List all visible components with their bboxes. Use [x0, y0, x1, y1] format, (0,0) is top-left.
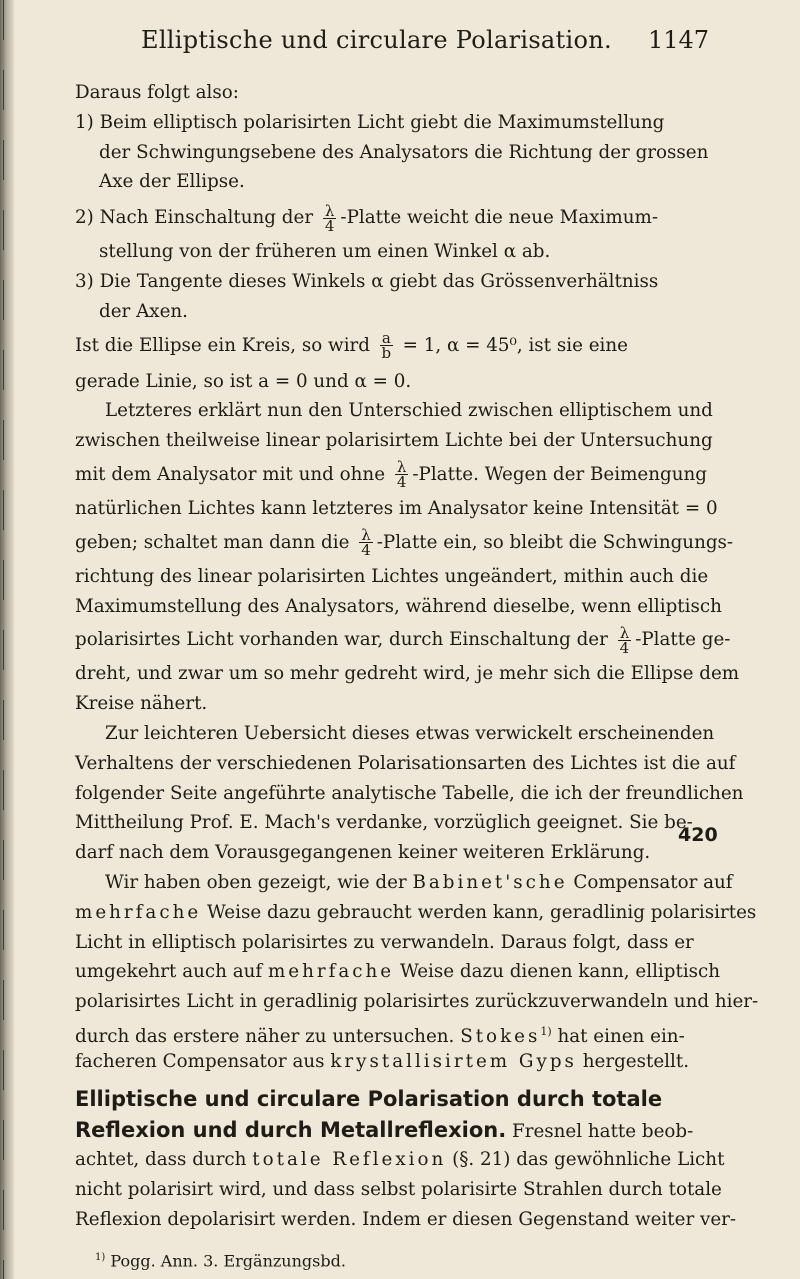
list-item-2-line: stellung von der früheren um einen Winkel α ab.	[99, 241, 551, 263]
paragraph-line: umgekehrt auch auf mehrfache Weise dazu dienen kann, elliptisch	[75, 961, 721, 983]
paragraph-line: Wir haben oben gezeigt, wie der Babinet'sche Compensator auf	[105, 871, 733, 893]
running-head: Elliptische und circulare Polarisation.	[141, 26, 612, 54]
paragraph-line: Verhaltens der verschiedenen Polarisationsarten des Lichtes ist die auf	[75, 752, 736, 774]
paragraph-line: darf nach dem Vorausgegangenen keiner weiteren Erklärung.	[75, 842, 651, 864]
page-number: 1147	[648, 26, 710, 54]
paragraph-line: Letzteres erklärt nun den Unterschied zwischen elliptischem und	[105, 400, 713, 422]
intro-line: Daraus folgt also:	[75, 82, 239, 103]
lambda-quarter-fraction: $\frac{\lambda}{4}$	[361, 526, 371, 560]
list-number: 2)	[75, 207, 94, 229]
list-item-1-line: Axe der Ellipse.	[99, 171, 245, 193]
paragraph-line: dreht, und zwar um so mehr gedreht wird, je mehr sich die Ellipse dem	[75, 663, 740, 685]
paragraph-line: Maximumstellung des Analysators, während dieselbe, wenn elliptisch	[75, 595, 722, 617]
paragraph-line: facheren Compensator aus krystallisirtem Gyps hergestellt.	[75, 1050, 690, 1072]
paragraph-line: mit dem Analysator mit und ohne $\frac{\lambda}{4}$ -Platte. Wegen der Beimengung	[75, 458, 707, 492]
list-number: 1)	[75, 111, 94, 133]
list-number: 3)	[75, 270, 94, 292]
paragraph-line: polarisirtes Licht in geradlinig polarisirtes zurückzuverwandeln und hier-	[75, 991, 759, 1013]
paragraph-line: achtet, dass durch totale Reflexion (§. 21) das gewöhnliche Licht	[75, 1149, 725, 1171]
section-heading: Elliptische und circulare Polarisation durch totale	[75, 1086, 663, 1111]
paragraph-line: natürlichen Lichtes kann letzteres im Analysator keine Intensität = 0	[75, 497, 718, 519]
paragraph-line: folgender Seite angeführte analytische Tabelle, die ich der freundlichen	[75, 782, 744, 804]
list-text: -Platte weicht die neue Maximum-	[340, 207, 659, 229]
paragraph-line: Zur leichteren Uebersicht dieses etwas verwickelt erscheinenden	[105, 722, 715, 744]
lambda-quarter-fraction: $\frac{\lambda}{4}$	[396, 458, 407, 492]
section-heading: Reflexion und durch Metallreflexion.	[75, 1117, 507, 1142]
list-item-2	[75, 197, 705, 237]
paragraph-line: nicht polarisirt wird, und dass selbst polarisirte Strahlen durch totale	[75, 1179, 722, 1201]
list-text: Die Tangente dieses Winkels α giebt das Grössenverhältniss	[99, 270, 659, 292]
list-text: Beim elliptisch polarisirten Licht giebt die Maximumstellung	[99, 111, 665, 133]
body-text	[75, 78, 759, 1273]
a-over-b-fraction: $\frac{a}{b}$	[381, 329, 392, 363]
page-binding-edge	[0, 0, 14, 1279]
paragraph-line: mehrfache Weise dazu gebraucht werden kann, geradlinig polarisirtes	[75, 901, 757, 923]
footnote-marker: 1)	[95, 1251, 106, 1263]
paragraph-line: Mittheilung Prof. E. Mach's verdanke, vorzüglich geeignet. Sie be-	[75, 812, 693, 834]
footnote-ref: 1)	[540, 1024, 552, 1038]
paragraph-line: gerade Linie, so ist a = 0 und α = 0.	[75, 370, 412, 392]
list-item-3-line: der Axen.	[99, 300, 188, 322]
list-item-3	[75, 267, 705, 297]
list-item-1-line: der Schwingungsebene des Analysators die Richtung der grossen	[99, 141, 709, 163]
paragraph-line: durch das erstere näher zu untersuchen. Stokes$^{1)}$ hat einen ein-	[75, 1024, 685, 1048]
paragraph-line: polarisirtes Licht vorhanden war, durch Einschaltung der $\frac{\lambda}{4}$ -Platte ge-	[75, 623, 731, 657]
paragraph-line: geben; schaltet man dann die $\frac{\lambda}{4}$ -Platte ein, so bleibt die Schwingungs-	[75, 526, 734, 560]
paragraph-line: Kreise nähert.	[75, 693, 208, 715]
lambda-quarter-fraction: $\frac{\lambda}{4}$	[324, 201, 335, 235]
paragraph-line: Ist die Ellipse ein Kreis, so wird $\frac{a}{b}$ = 1, α = 45⁰, ist sie eine	[75, 329, 628, 363]
lambda-quarter-fraction: $\frac{\lambda}{4}$	[619, 623, 630, 657]
margin-section-number: 420	[678, 824, 718, 846]
paragraph-line: Reflexion depolarisirt werden. Indem er diesen Gegenstand weiter ver-	[75, 1208, 737, 1230]
paragraph-line: richtung des linear polarisirten Lichtes ungeändert, mithin auch die	[75, 565, 709, 587]
section-heading-line	[75, 1085, 705, 1116]
footnote	[75, 1243, 705, 1273]
paragraph-line: zwischen theilweise linear polarisirtem Lichte bei der Untersuchung	[75, 430, 713, 452]
footnote-text: Pogg. Ann. 3. Ergänzungsbd.	[110, 1251, 346, 1271]
paragraph-line: Licht in elliptisch polarisirtes zu verwandeln. Daraus folgt, dass er	[75, 931, 694, 953]
person-name: Babinet'sche	[412, 871, 568, 893]
section-heading-line: Reflexion und durch Metallreflexion. Fresnel hatte beob-	[75, 1117, 694, 1142]
person-name: Stokes	[460, 1026, 541, 1048]
list-text: Nach Einschaltung der	[99, 207, 314, 229]
list-item-1	[75, 108, 705, 138]
